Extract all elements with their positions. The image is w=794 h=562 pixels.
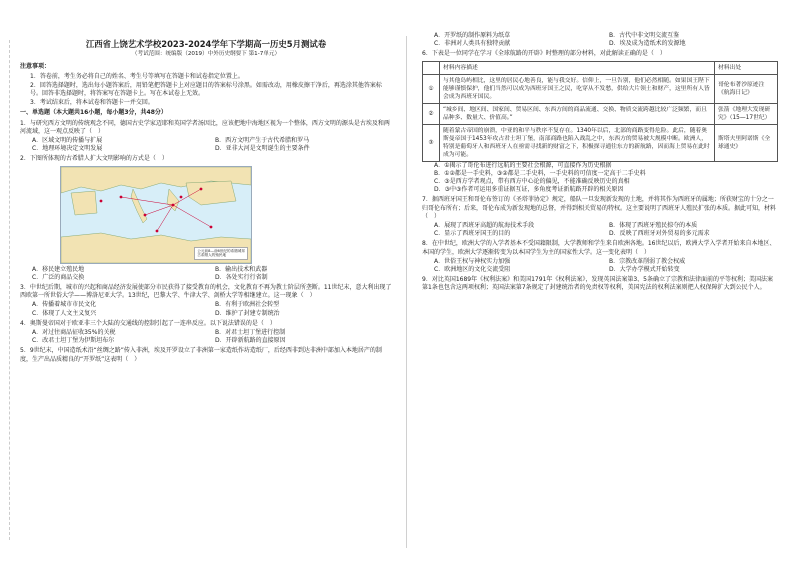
option-c: C．③是西方学者观点，带有西方中心论的偏见，不能准确反映历史的真相: [434, 178, 630, 186]
question-2: [20, 155, 392, 282]
table-row: [423, 103, 778, 124]
option-a: A．对过往商品征收35%的关税: [32, 329, 116, 337]
row-source: 斯塔夫里阿诺斯《全球通史》: [715, 124, 778, 161]
note-item: 2．回答选择题时，选出每小题答案后，用铅笔把答题卡上对应题目的答案标号涂黑。如需改动，用橡皮擦干净后，再选涂其他答案标号。回答非选择题时，将答案写在答题卡上。写在本试卷上无效。: [30, 81, 382, 98]
question-6: [422, 50, 778, 194]
row-number: ①: [423, 74, 440, 103]
right-column: [422, 32, 778, 294]
exam-subtitle: （考试范围：统编版（2019）中外历史纲要下 第1-7单元）: [131, 51, 281, 58]
binding-line: [9, 40, 10, 540]
table-header-cell: 材料内容描述: [440, 61, 715, 74]
option-a: A．传播着城市市民文化: [32, 301, 97, 309]
option-b: B．输出技术和武器: [215, 265, 268, 273]
option-d: D．埃及成为造纸术的发源地: [609, 40, 686, 48]
row-number: ②: [423, 103, 440, 124]
option-b: B．有利于欧洲社会转型: [215, 301, 280, 309]
mediterranean-map: [60, 166, 252, 264]
row-number: ③: [423, 124, 440, 161]
question-stem: 7．据西班牙国王和哥伦布签订的《圣塔菲协定》规定，船队一旦发现新发现的土地，并将其作为西班牙的属地；所获财宝的十分之一归哥伦布所有；后来，哥伦布成为新发现地的总督，并得到相关贸易的特权。这主要说明了西班牙人殖民扩张的本质。据此可知，材料（ ）: [422, 196, 777, 220]
option-a: A．区域文明的传播与扩展: [32, 137, 103, 145]
row-material: 随着蒙古帝国的崩溃，中亚的和平与秩序不复存在。1340年以后，北部的商路变得危险。此后，随着奥斯曼帝国于1453年攻占君士坦丁堡，南部商路也陷入战乱之中，东西方的贸易被大规模中断。欧洲人，特别是葡萄牙人和西班牙人在亟需寻找新的财富之下，积极探寻通往东方的新航路，因而海上贸易在此时成为可能。: [440, 124, 715, 161]
option-a: A．展现了西班牙高超的航海技术手段: [434, 222, 535, 230]
question-stem: 5．9世纪末，中国造纸术沿“丝绸之路”传入非洲，埃及开罗设立了非洲第一家造纸作坊造纸厂，后经西非到达非洲中部加入本地居产的制度，生产出品质精良的“开罗纸”这表明（ ）: [20, 347, 382, 363]
option-b: B．古代中非文明交流互鉴: [609, 32, 680, 39]
note-item: 1．答卷前，考生务必将自己的姓名、考生号等填写在答题卡和试卷指定位置上。: [30, 72, 244, 80]
option-c: C．非洲对人类具有独特贡献: [434, 40, 511, 48]
option-c: C．广泛的商品交换: [32, 273, 85, 281]
question-stem: 3．中世纪后期，城市的兴起和商品经济发展使部分市民获得了接受教育的机会，文化教育不再为教士阶层所垄断。11世纪末，意大利出现了西欧第一所世俗大学——博洛尼亚大学。13世纪，巴黎大学、牛津大学、剑桥大学等相继建立。这一现象（ ）: [20, 284, 392, 300]
option-b: B．宗教改革削弱了教会权威: [609, 257, 686, 265]
question-stem: 8．在中世纪，欧洲大学的入学者基本不受国籍限制，大学教师和学生来自欧洲各地。16世纪以后，欧洲大学入学者开始来自本地区、本国的学生，欧洲大学逐渐转变为以本国学生为主的国家性大学。这一变化表明（ ）: [422, 240, 776, 256]
option-c: C．欧洲地区的文化交流受阻: [434, 266, 511, 274]
option-b: B．①②都是一手史料，③②都是二手史料，一手史料的可信度一定高于二手史料: [434, 169, 646, 177]
option-a: A．移民建立殖民地: [32, 265, 85, 273]
table-header-cell: 材料出处: [715, 61, 778, 74]
question-stem: 6．下表是一位同学在学习《全球航路的开辟》时整理的部分材料，对此解读正确的是（ ）: [422, 50, 666, 58]
option-d: D．维护了封建专制统治: [215, 309, 280, 317]
legend-item: 古希腊人的殖民地: [197, 253, 227, 258]
map-legend: [194, 247, 248, 260]
option-d: D．大学办学模式开始转变: [609, 266, 680, 274]
option-b: B．体现了西班牙殖民掠夺的本质: [609, 222, 698, 230]
question-stem: 1．与研究西方文明的传统观念不同，德国古史学家迈耶和英国学者汤因比，应该把地中海地区视为一个整体，西方文明的源头是古埃及和两河流域，这一观点反映了（ ）: [20, 119, 390, 135]
table-header-row: [423, 61, 778, 74]
option-a: A．世俗王权与神权实力加强: [434, 257, 511, 265]
option-d: D．亚非大河是文明诞生的主要条件: [215, 145, 310, 153]
option-d: D．③中③作者可运用多重证据互证，多角度考证新航路开辟的相关原因: [434, 186, 624, 194]
option-c: C．改君士坦丁堡为伊斯坦布尔: [32, 337, 115, 345]
question-8: [422, 240, 778, 274]
notes-heading: 注意事项：: [20, 63, 51, 71]
question-stem: 9．对比英国1689年《权利法案》和美国1791年《权利法案》，发现英国法案第3、5条确立了宗教和法律面前的平等权利；美国法案第1条也包含这两项权利；英国法案第7条规定了封建统治者的免责权等权利，美国宪法的权利法案则把人权保障扩大到公民个人。: [422, 276, 773, 292]
question-stem: 4．奥斯曼帝国对于欧亚非三个大陆的交通线的控制引起了一连串反应。以下说法错误的是（ ）: [20, 319, 276, 327]
option-d: D．各处实行行省制: [215, 273, 268, 281]
question-7: [422, 196, 778, 238]
question-9: [422, 276, 778, 292]
table-row: [423, 124, 778, 161]
question-5: [20, 347, 392, 363]
option-c: C．显示了西班牙国王的目的: [434, 230, 511, 238]
note-item: 3．考试结束后，将本试卷和答题卡一并交回。: [30, 99, 154, 107]
question-4: [20, 320, 392, 346]
table-row: [423, 74, 778, 103]
exam-title: 江西省上饶艺术学校2023-2024学年下学期高一历史5月测试卷: [85, 39, 327, 49]
row-material: 与其他岛屿相比，这里的居民心地善良，能与我交好。信仰上，一旦告别，他们必然相随。如果国王陛下能够谨慎保护，他们当然可以成为西班牙国王之民，吃穿从不发愁，供给大片领土和财产，这里所有人皆会成为西班牙国民。: [440, 74, 715, 103]
row-source: 哥伦布著沙原迹注《航海日记》: [715, 74, 778, 103]
question-3: [20, 284, 392, 318]
option-b: B．西方文明产生于古代希腊和罗马: [215, 137, 310, 145]
question-stem: 2．下图所体现的古希腊人扩大文明影响的方式是（ ）: [20, 155, 168, 163]
left-column: [20, 32, 392, 365]
material-table: [422, 61, 778, 162]
legend-item: 公元前8—前6世纪的希腊城邦: [197, 248, 245, 253]
table-header-cell: [423, 61, 440, 74]
option-a: A．开罗纸的制作原料为纸草: [434, 32, 511, 39]
option-d: D．反映了西班牙对外贸易的多元需求: [609, 230, 710, 238]
option-a: A．①揭示了哥伦布进行远航的主要社会根源，可直接作为历史根据: [434, 161, 612, 169]
row-material: “城乡间、地区间、国家间、贸易区间、东西方间的商品流通、交换、物质交流跨越比较广泛频繁，而且品种多、数量大、价值高。”: [440, 103, 715, 124]
column-divider: [406, 36, 407, 548]
row-source: 张箭《地理大发现研究》（15—17世纪）: [715, 103, 778, 124]
option-b: B．对君士坦丁堡进行控制: [215, 329, 286, 337]
question-5-options: [422, 32, 778, 48]
section-heading: 一、单选题（本大题共16小题，每小题3分，共48分）: [20, 109, 167, 117]
option-c: C．体现了人文主义复兴: [32, 309, 97, 317]
option-d: D．开辟新航路的直接原因: [215, 337, 286, 345]
option-c: C．地理环境决定文明发展: [32, 145, 103, 153]
question-1: [20, 120, 392, 154]
